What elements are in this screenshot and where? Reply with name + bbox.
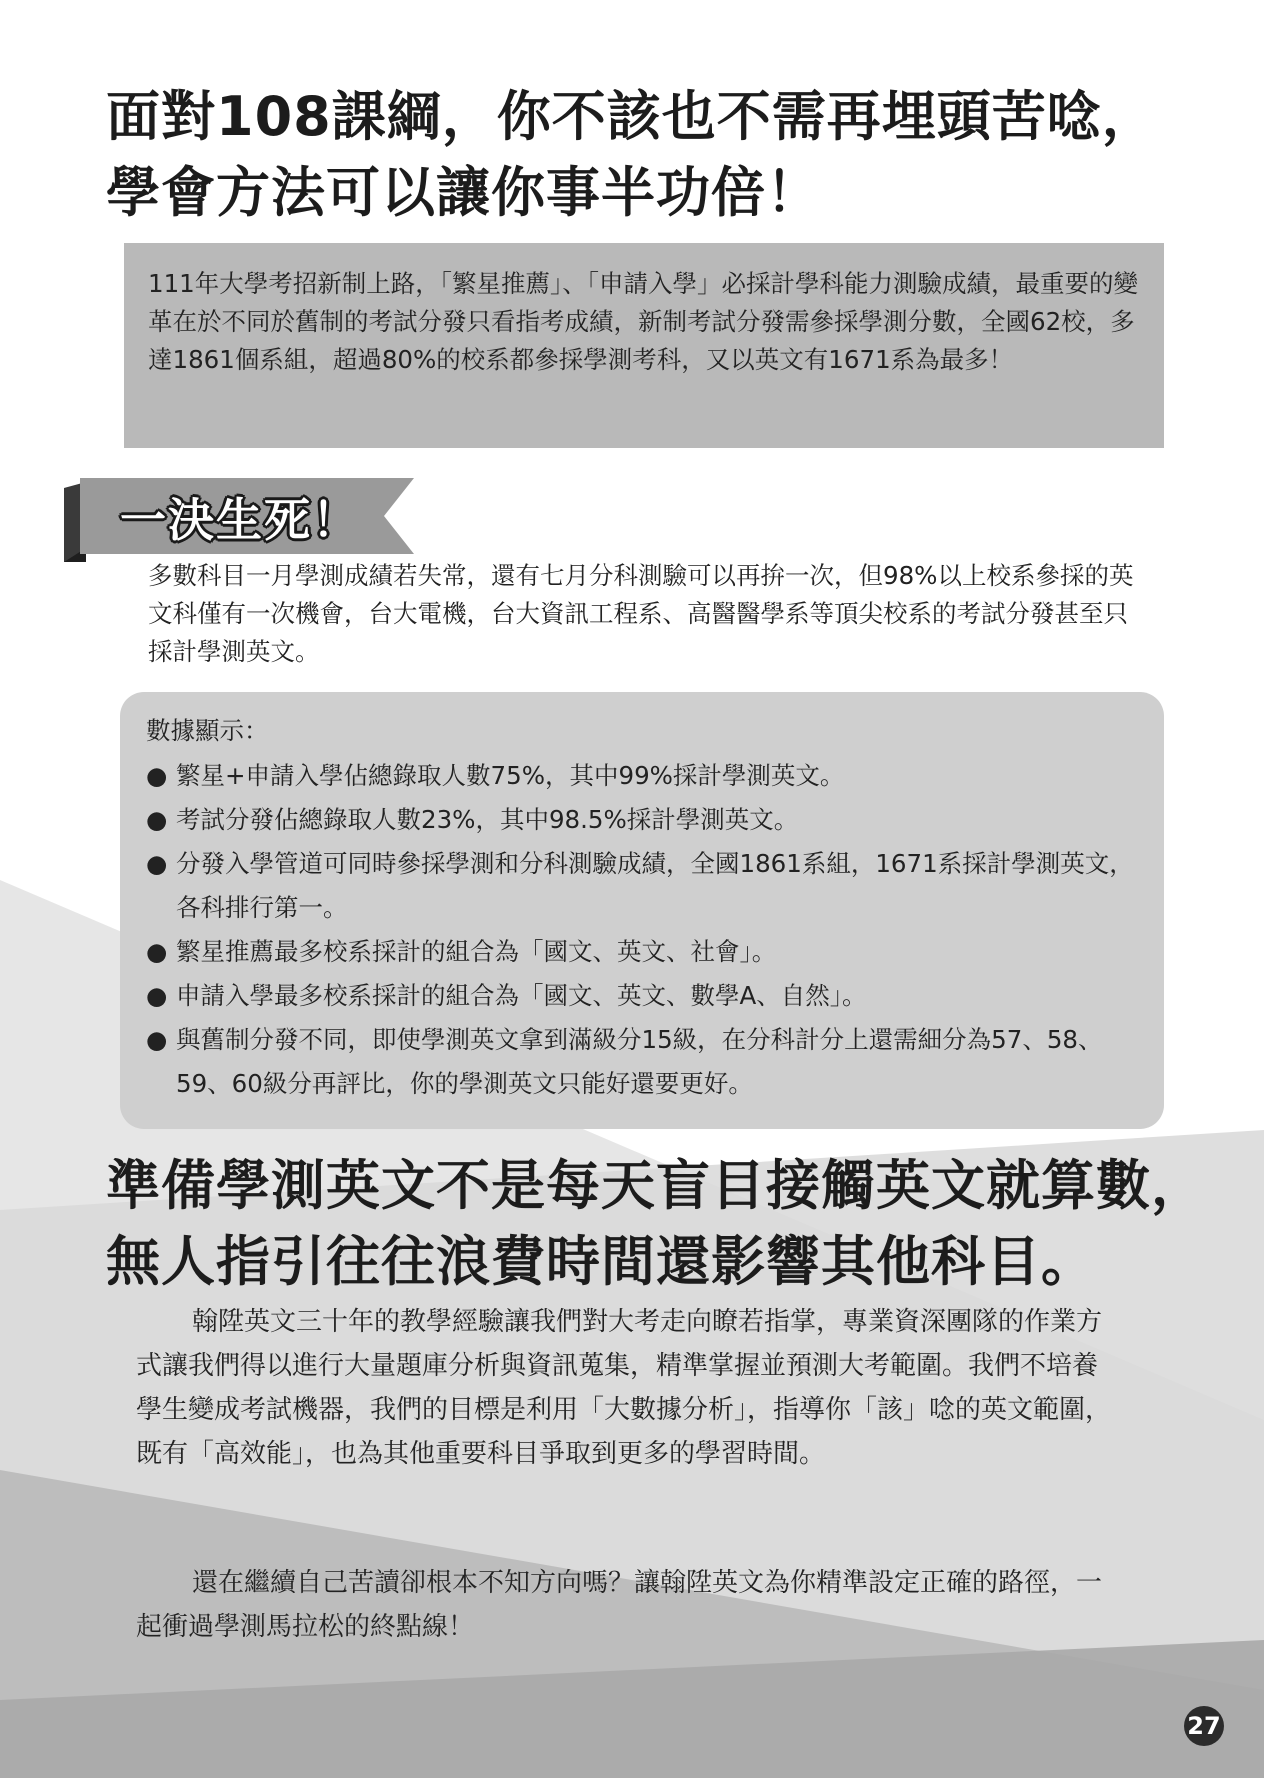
secondary-headline [106,1148,1236,1300]
data-list [146,710,1146,1106]
headline-line-2: 學會方法可以讓你事半功倍！ [106,161,821,224]
headline-line-1: 面對108課綱，你不該也不需再埋頭苦唸， [106,85,1157,148]
bullet-icon: ● [146,849,168,878]
data-box [120,692,1164,1129]
section-paragraph: 多數科目一月學測成績若失常，還有七月分科測驗可以再拚一次，但98%以上校系參採的英文科僅有一次機會，台大電機，台大資訊工程系、高醫醫學系等頂尖校系的考試分發甚至只採計學測英文。 [148,561,1134,666]
list-item-text: 分發入學管道可同時參採學測和分科測驗成績，全國1861系組，1671系採計學測英文，各科排行第一。 [176,849,1134,922]
list-item-text: 繁星+申請入學佔總錄取人數75%，其中99%採計學測英文。 [176,761,845,790]
section-banner [64,478,424,562]
bullet-icon: ● [146,937,168,966]
section-title: 一決生死！ [120,493,360,547]
headline-line-1: 準備學測英文不是每天盲目接觸英文就算數， [106,1154,1206,1217]
headline-line-2: 無人指引往往浪費時間還影響其他科目。 [106,1230,1096,1293]
page-number-badge: 27 [1184,1706,1224,1746]
list-item-text: 考試分發佔總錄取人數23%，其中98.5%採計學測英文。 [176,805,799,834]
list-item [146,798,1146,842]
list-item [146,1018,1146,1106]
bullet-icon: ● [146,981,168,1010]
list-item [146,754,1146,798]
bullet-icon: ● [146,805,168,834]
bullet-icon: ● [146,1025,168,1054]
list-item [146,930,1146,974]
data-heading: 數據顯示： [146,716,269,745]
intro-box [124,243,1164,448]
closing-paragraph-1: 翰陞英文三十年的教學經驗讓我們對大考走向瞭若指掌，專業資深團隊的作業方式讓我們得以進行大量題庫分析與資訊蒐集，精準掌握並預測大考範圍。我們不培養學生變成考試機器，我們的目標是利用「大數據分析」，指導你「該」唸的英文範圍，既有「高效能」，也為其他重要科目爭取到更多的學習時間。 [136,1307,1112,1469]
list-item [146,842,1146,930]
closing-paragraph-2: 還在繼續自己苦讀卻根本不知方向嗎？讓翰陞英文為你精準設定正確的路徑，一起衝過學測馬拉松的終點線！ [136,1568,1103,1642]
intro-paragraph: 111年大學考招新制上路，「繁星推薦」、「申請入學」必採計學科能力測驗成績，最重要的變革在於不同於舊制的考試分發只看指考成績，新制考試分發需參採學測分數，全國62校，多達1861個系組，超過80%的校系都參採學測考科，又以英文有1671系為最多！ [148,269,1139,374]
bullet-icon: ● [146,761,168,790]
main-headline [106,79,1226,231]
list-item [146,974,1146,1018]
list-item-text: 繁星推薦最多校系採計的組合為「國文、英文、社會」。 [176,937,777,966]
list-item-text: 與舊制分發不同，即使學測英文拿到滿級分15級，在分科計分上還需細分為57、58、59、60級分再評比，你的學測英文只能好還要更好。 [176,1025,1103,1098]
list-item-text: 申請入學最多校系採計的組合為「國文、英文、數學A、自然」。 [176,981,867,1010]
